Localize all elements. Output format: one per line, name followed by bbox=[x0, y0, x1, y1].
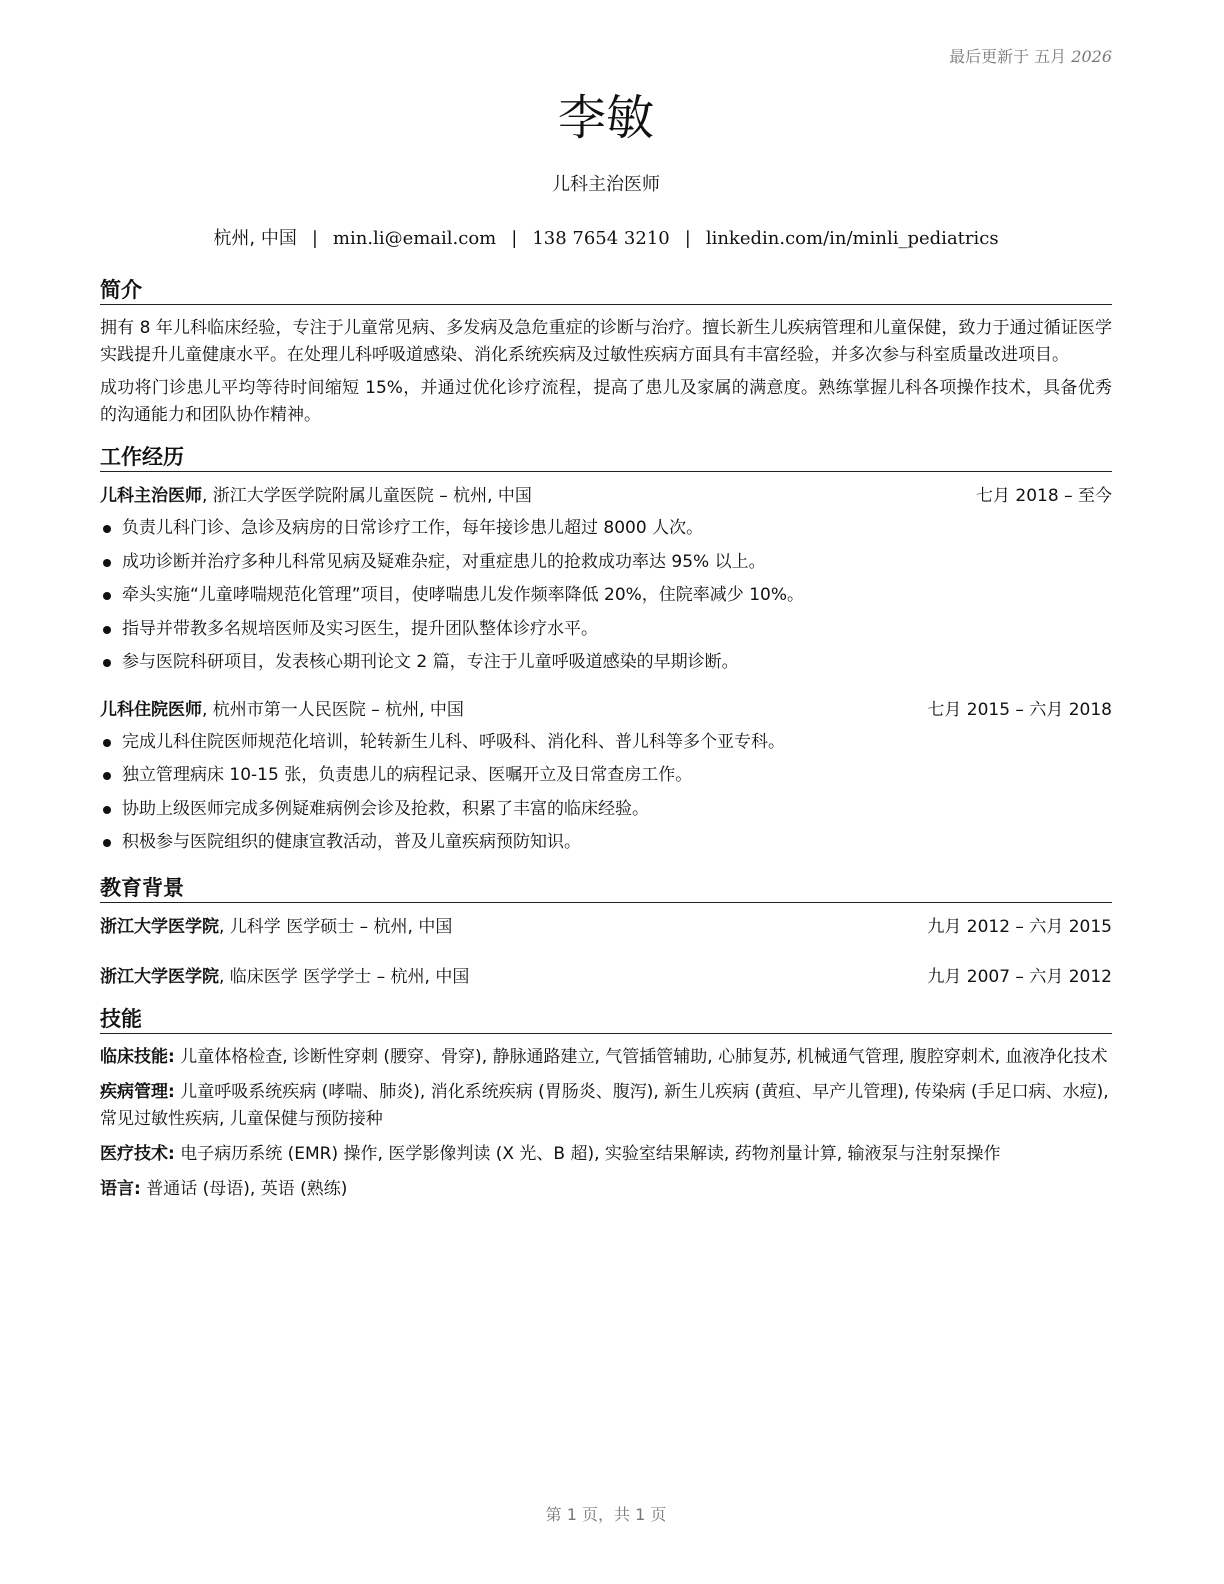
experience-title: 工作经历 bbox=[100, 443, 1112, 472]
education-section bbox=[100, 874, 1112, 991]
education-detail: , 儿科学 医学硕士 – 杭州, 中国 bbox=[219, 916, 453, 937]
education-date: 九月 2007 – 六月 2012 bbox=[927, 966, 1112, 987]
candidate-name: 李敏 bbox=[557, 90, 654, 146]
skill-label: 语言: bbox=[100, 1178, 141, 1199]
skill-line bbox=[100, 1079, 1112, 1133]
job-bullet: 指导并带教多名规培医师及实习医生，提升团队整体诊疗水平。 bbox=[100, 613, 1112, 647]
summary-title: 简介 bbox=[100, 276, 1112, 305]
job-bullets bbox=[100, 512, 1112, 680]
education-title: 教育背景 bbox=[100, 874, 1112, 903]
skill-line bbox=[100, 1044, 1112, 1071]
education-school: 浙江大学医学院 bbox=[100, 916, 219, 937]
job-entry bbox=[100, 696, 1112, 860]
education-entry bbox=[100, 963, 1112, 991]
contact-location: 杭州, 中国 bbox=[213, 228, 297, 249]
job-bullet: 协助上级医师完成多例疑难病例会诊及抢救，积累了丰富的临床经验。 bbox=[100, 793, 1112, 827]
skill-line bbox=[100, 1141, 1112, 1168]
candidate-headline: 儿科主治医师 bbox=[552, 174, 660, 195]
job-bullet: 积极参与医院组织的健康宣教活动，普及儿童疾病预防知识。 bbox=[100, 826, 1112, 860]
education-detail: , 临床医学 医学学士 – 杭州, 中国 bbox=[219, 966, 470, 987]
job-role: 儿科住院医师 bbox=[100, 699, 202, 720]
job-bullet: 牵头实施“儿童哮喘规范化管理”项目，使哮喘患儿发作频率降低 20%，住院率减少 10%。 bbox=[100, 579, 1112, 613]
skills-section bbox=[100, 1005, 1112, 1203]
job-header bbox=[100, 696, 1112, 724]
job-entry bbox=[100, 482, 1112, 680]
contact-email-link[interactable]: min.li@email.com bbox=[332, 228, 497, 249]
contact-linkedin-link[interactable]: linkedin.com/in/minli_pediatrics bbox=[705, 228, 999, 249]
resume-page bbox=[100, 0, 1112, 1584]
job-header bbox=[100, 482, 1112, 510]
skills-title: 技能 bbox=[100, 1005, 1112, 1034]
last-updated-prefix: 最后更新于 五月 bbox=[949, 47, 1067, 66]
resume-content bbox=[100, 276, 1112, 1217]
last-updated-year: 2026 bbox=[1071, 47, 1112, 66]
skill-line bbox=[100, 1176, 1112, 1203]
job-bullet: 成功诊断并治疗多种儿科常见病及疑难杂症，对重症患儿的抢救成功率达 95% 以上。 bbox=[100, 546, 1112, 580]
job-date: 七月 2018 – 至今 bbox=[976, 486, 1112, 506]
skill-label: 医疗技术: bbox=[100, 1143, 175, 1164]
job-bullet: 完成儿科住院医师规范化培训，轮转新生儿科、呼吸科、消化科、普儿科等多个亚专科。 bbox=[100, 726, 1112, 760]
experience-section bbox=[100, 443, 1112, 860]
page-footer: 第 1 页，共 1 页 bbox=[545, 1505, 667, 1524]
contact-separator: | bbox=[511, 228, 518, 249]
summary-section bbox=[100, 276, 1112, 429]
education-school: 浙江大学医学院 bbox=[100, 966, 219, 987]
job-org: , 杭州市第一人民医院 – 杭州, 中国 bbox=[202, 699, 464, 720]
job-bullets bbox=[100, 726, 1112, 860]
skill-text: 儿童呼吸系统疾病 (哮喘、肺炎), 消化系统疾病 (胃肠炎、腹泻), 新生儿疾病 (黄疸、早产儿管理), 传染病 (手足口病、水痘), 常见过敏性疾病, 儿童保健与预防接种 bbox=[100, 1081, 1109, 1129]
job-org: , 浙江大学医学院附属儿童医院 – 杭州, 中国 bbox=[202, 486, 532, 506]
job-role: 儿科主治医师 bbox=[100, 486, 202, 506]
skill-text: 儿童体格检查, 诊断性穿刺 (腰穿、骨穿), 静脉通路建立, 气管插管辅助, 心肺复苏, 机械通气管理, 腹腔穿刺术, 血液净化技术 bbox=[174, 1046, 1108, 1067]
contact-separator: | bbox=[684, 228, 691, 249]
contact-phone: 138 7654 3210 bbox=[532, 228, 670, 249]
skill-text: 电子病历系统 (EMR) 操作, 医学影像判读 (X 光、B 超), 实验室结果解读, 药物剂量计算, 输液泵与注射泵操作 bbox=[174, 1143, 1001, 1164]
skill-label: 临床技能: bbox=[100, 1046, 175, 1067]
job-bullet: 独立管理病床 10-15 张，负责患儿的病程记录、医嘱开立及日常查房工作。 bbox=[100, 759, 1112, 793]
education-entry bbox=[100, 913, 1112, 941]
education-date: 九月 2012 – 六月 2015 bbox=[927, 916, 1112, 937]
contact-line bbox=[100, 224, 1112, 250]
summary-paragraph: 拥有 8 年儿科临床经验，专注于儿童常见病、多发病及急危重症的诊断与治疗。擅长新生儿疾病管理和儿童保健，致力于通过循证医学实践提升儿童健康水平。在处理儿科呼吸道感染、消化系统疾病及过敏性疾病方面具有丰富经验，并多次参与科室质量改进项目。 bbox=[100, 318, 1112, 365]
job-date: 七月 2015 – 六月 2018 bbox=[927, 699, 1112, 720]
job-bullet: 负责儿科门诊、急诊及病房的日常诊疗工作，每年接诊患儿超过 8000 人次。 bbox=[100, 512, 1112, 546]
contact-separator: | bbox=[311, 228, 318, 249]
skill-text: 普通话 (母语), 英语 (熟练) bbox=[140, 1178, 348, 1199]
summary-paragraph: 成功将门诊患儿平均等待时间缩短 15%，并通过优化诊疗流程，提高了患儿及家属的满意度。熟练掌握儿科各项操作技术，具备优秀的沟通能力和团队协作精神。 bbox=[100, 378, 1112, 425]
last-updated bbox=[949, 44, 1112, 67]
skill-label: 疾病管理: bbox=[100, 1081, 175, 1102]
job-bullet: 参与医院科研项目，发表核心期刊论文 2 篇，专注于儿童呼吸道感染的早期诊断。 bbox=[100, 646, 1112, 680]
